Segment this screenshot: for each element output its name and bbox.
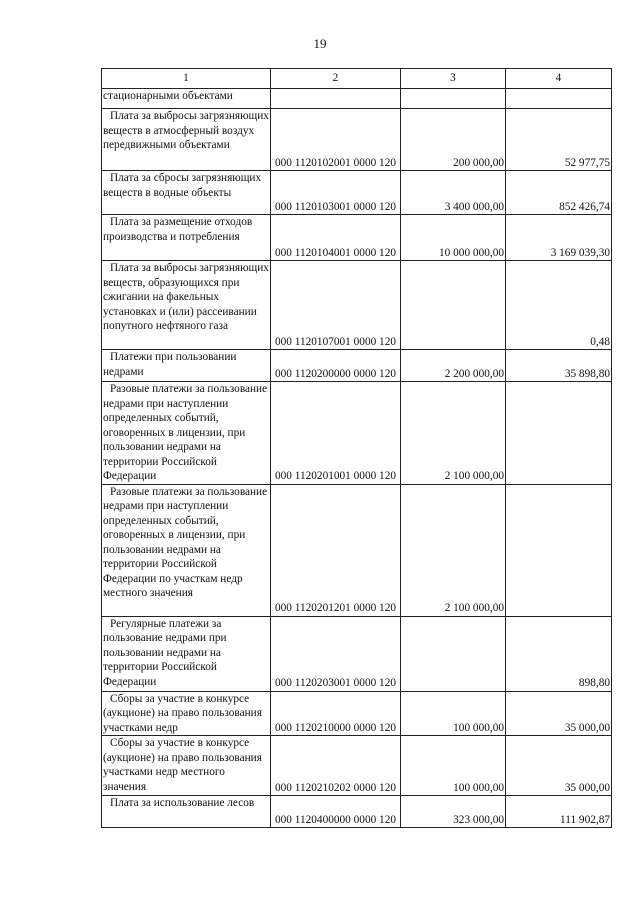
row-fact-value bbox=[506, 484, 612, 616]
row-plan-value: 2 100 000,00 bbox=[401, 382, 506, 485]
row-fact-value: 35 000,00 bbox=[506, 736, 612, 796]
table-row bbox=[102, 350, 612, 382]
row-name: Плата за использование лесов bbox=[110, 797, 255, 809]
row-fact-value: 35 000,00 bbox=[506, 691, 612, 736]
row-name: Плата за размещение отходов производства и потребления bbox=[103, 216, 253, 243]
table-row bbox=[102, 171, 612, 215]
column-header-1: 1 bbox=[102, 69, 271, 89]
row-plan-value bbox=[401, 616, 506, 691]
row-code: 000 1120103001 0000 120 bbox=[271, 171, 401, 215]
row-plan-value: 200 000,00 bbox=[401, 109, 506, 171]
row-code: 000 1120400000 0000 120 bbox=[271, 796, 401, 828]
column-header-4: 4 bbox=[506, 69, 612, 89]
row-name-cell bbox=[102, 89, 271, 109]
row-name-cell bbox=[102, 736, 271, 796]
row-fact-value: 3 169 039,30 bbox=[506, 215, 612, 261]
row-plan-value: 100 000,00 bbox=[401, 736, 506, 796]
table-row bbox=[102, 89, 612, 109]
row-name-cell bbox=[102, 261, 271, 350]
row-fact-value: 852 426,74 bbox=[506, 171, 612, 215]
row-name: Разовые платежи за пользование недрами при наступлении определенных событий, оговоренных в лицензии, при пользовании недрами на территории Российской Федерации по участкам недр местного значения bbox=[103, 485, 268, 599]
row-plan-value: 100 000,00 bbox=[401, 691, 506, 736]
page-number: 19 bbox=[313, 36, 327, 51]
header-row bbox=[102, 69, 612, 89]
row-name-cell bbox=[102, 691, 271, 736]
row-name-cell bbox=[102, 215, 271, 261]
row-name: Плата за сбросы загрязняющих веществ в водные объекты bbox=[103, 172, 262, 199]
row-plan-value: 2 200 000,00 bbox=[401, 350, 506, 382]
row-fact-value: 0,48 bbox=[506, 261, 612, 350]
row-plan-value bbox=[401, 89, 506, 109]
row-plan-value: 323 000,00 bbox=[401, 796, 506, 828]
row-name: Платежи при пользовании недрами bbox=[103, 351, 237, 378]
row-name: стационарными объектами bbox=[103, 90, 233, 102]
row-fact-value: 111 902,87 bbox=[506, 796, 612, 828]
row-code: 000 1120104001 0000 120 bbox=[271, 215, 401, 261]
row-code: 000 1120210202 0000 120 bbox=[271, 736, 401, 796]
revenue-table bbox=[101, 68, 612, 828]
table-row bbox=[102, 796, 612, 828]
row-code: 000 1120203001 0000 120 bbox=[271, 616, 401, 691]
table-row bbox=[102, 215, 612, 261]
row-name: Регулярные платежи за пользование недрами при пользовании недрами на территории Российской Федерации bbox=[103, 617, 227, 688]
row-plan-value: 10 000 000,00 bbox=[401, 215, 506, 261]
row-plan-value: 2 100 000,00 bbox=[401, 484, 506, 616]
row-code: 000 1120107001 0000 120 bbox=[271, 261, 401, 350]
row-name-cell bbox=[102, 171, 271, 215]
row-fact-value: 35 898,80 bbox=[506, 350, 612, 382]
table-row bbox=[102, 109, 612, 171]
row-fact-value: 898,80 bbox=[506, 616, 612, 691]
row-name: Разовые платежи за пользование недрами при наступлении определенных событий, оговоренных в лицензии, при пользовании недрами на территории Российской Федерации bbox=[103, 383, 268, 482]
row-name-cell bbox=[102, 484, 271, 616]
row-code: 000 1120102001 0000 120 bbox=[271, 109, 401, 171]
column-header-3: 3 bbox=[401, 69, 506, 89]
row-code: 000 1120201001 0000 120 bbox=[271, 382, 401, 485]
row-plan-value: 3 400 000,00 bbox=[401, 171, 506, 215]
row-code: 000 1120200000 0000 120 bbox=[271, 350, 401, 382]
column-header-2: 2 bbox=[271, 69, 401, 89]
row-code bbox=[271, 89, 401, 109]
row-name: Сборы за участие в конкурсе (аукционе) на право пользования участками недр bbox=[103, 692, 262, 734]
row-fact-value bbox=[506, 89, 612, 109]
row-name-cell bbox=[102, 796, 271, 828]
table-row bbox=[102, 261, 612, 350]
table-row bbox=[102, 691, 612, 736]
table-row bbox=[102, 484, 612, 616]
row-name-cell bbox=[102, 382, 271, 485]
row-name: Плата за выбросы загрязняющих веществ в атмосферный воздух передвижными объектами bbox=[103, 110, 269, 151]
table-row bbox=[102, 382, 612, 485]
row-code: 000 1120210000 0000 120 bbox=[271, 691, 401, 736]
row-plan-value bbox=[401, 261, 506, 350]
row-name-cell bbox=[102, 350, 271, 382]
row-name: Сборы за участие в конкурсе (аукционе) на право пользования участками недр местного значения bbox=[103, 737, 262, 793]
row-fact-value bbox=[506, 382, 612, 485]
row-name-cell bbox=[102, 109, 271, 171]
table-row bbox=[102, 736, 612, 796]
row-name: Плата за выбросы загрязняющих веществ, образующихся при сжигании на факельных установках и (или) рассеивании попутного нефтяного газа bbox=[103, 262, 269, 332]
row-fact-value: 52 977,75 bbox=[506, 109, 612, 171]
row-code: 000 1120201201 0000 120 bbox=[271, 484, 401, 616]
table-row bbox=[102, 616, 612, 691]
row-name-cell bbox=[102, 616, 271, 691]
